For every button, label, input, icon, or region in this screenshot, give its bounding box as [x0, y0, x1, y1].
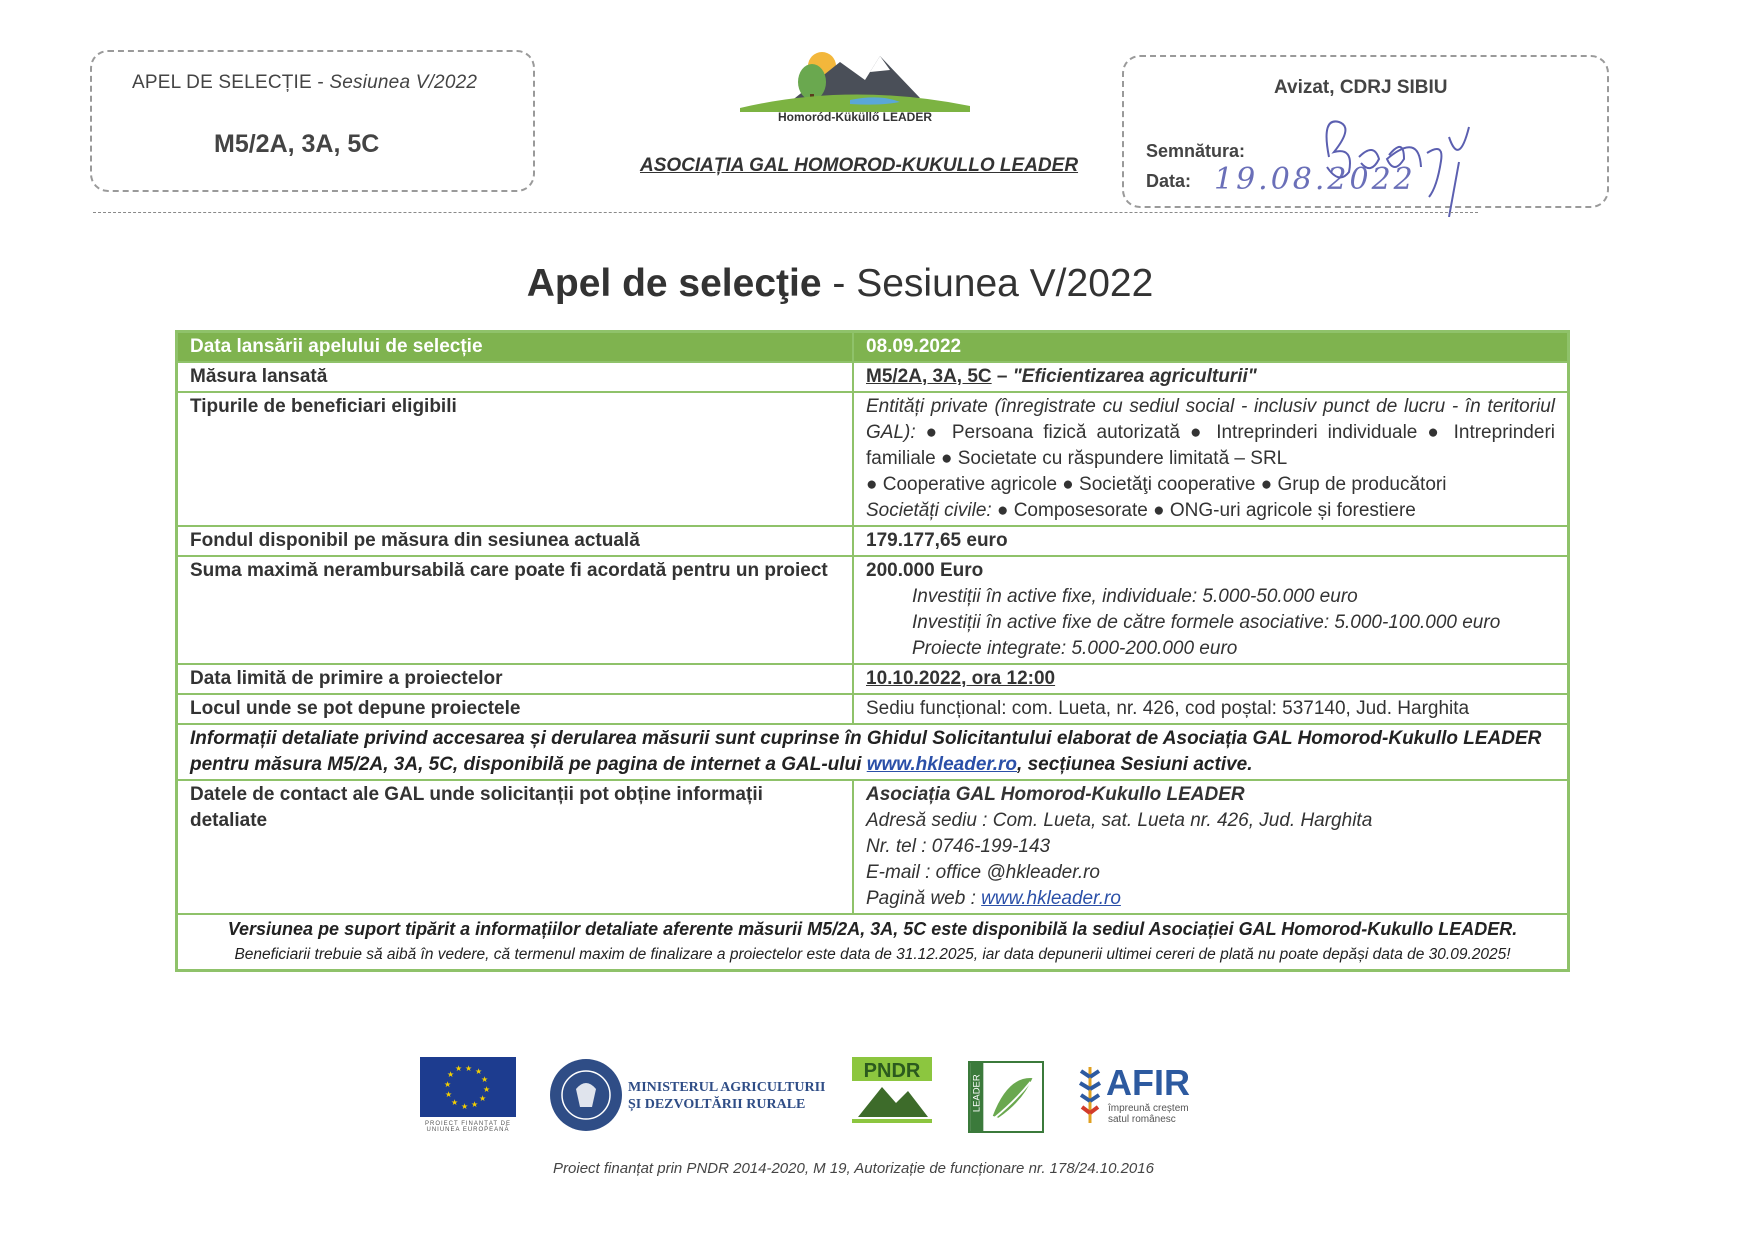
table-row-measure: [177, 362, 1569, 392]
svg-text:★: ★: [471, 1100, 479, 1109]
contact-label: Datele de contact ale GAL unde solicitanții pot obține informații detaliate: [177, 780, 854, 914]
contact-web-label: Pagină web :: [866, 888, 982, 909]
session-label-prefix: APEL DE SELECȚIE -: [132, 72, 330, 93]
handwritten-date: 19.08.2022: [1214, 162, 1416, 197]
pndr-logo-icon: [852, 1057, 932, 1132]
afir-name: AFIR: [1106, 1062, 1190, 1103]
session-box: [90, 50, 535, 192]
printed-version-note: Versiunea pe suport tipărit a informațiilor detaliate aferente măsurii M5/2A, 3A, 5C este disponibilă la sediul Asociației GAL Homorod-Kukullo LEADER.: [227, 919, 1518, 939]
contact-organization: Asociația GAL Homorod-Kukullo LEADER: [866, 784, 1245, 805]
title-session: Sesiunea V/2022: [856, 262, 1154, 305]
association-name: ASOCIAȚIA GAL HOMOROD-KUKULLO LEADER: [640, 155, 1079, 176]
measure-separator: –: [991, 366, 1013, 387]
deadline-label: Data limită de primire a proiectelor: [177, 664, 854, 694]
max-amount: 200.000 Euro: [866, 560, 984, 581]
svg-text:★: ★: [445, 1090, 453, 1099]
svg-text:★: ★: [465, 1064, 473, 1073]
afir-tagline-line2: satul românesc: [1108, 1114, 1176, 1125]
partner-logos: [420, 1057, 1220, 1137]
beneficiaries-civil-items: ● Composesorate ● ONG-uri agricole și forestiere: [991, 500, 1416, 521]
title-bold: Apel de selecţie: [526, 262, 822, 305]
beneficiaries-civil-label: Societăți civile:: [866, 500, 992, 521]
place-label: Locul unde se pot depune proiectele: [177, 694, 854, 724]
svg-text:★: ★: [461, 1102, 469, 1111]
launch-date-label: Data lansării apelului de selecție: [177, 332, 854, 363]
ministry-line1: MINISTERUL AGRICULTURII: [628, 1080, 826, 1095]
title-separator: -: [821, 262, 857, 305]
ministry-name: [628, 1079, 825, 1113]
fund-value: 179.177,65 euro: [853, 526, 1569, 556]
contact-phone: Nr. tel : 0746-199-143: [866, 836, 1051, 857]
afir-wheat-icon: [1075, 1063, 1105, 1125]
table-row-info: [177, 724, 1569, 780]
measure-code: M5/2A, 3A, 5C: [866, 366, 992, 387]
svg-text:★: ★: [447, 1070, 455, 1079]
max-amount-value: [853, 556, 1569, 664]
launch-date-value: 08.09.2022: [853, 332, 1569, 363]
contact-value: [853, 780, 1569, 914]
session-label: [132, 72, 477, 94]
svg-text:★: ★: [479, 1094, 487, 1103]
max-amount-associative: Investiții în active fixe de către formele asociative: 5.000-100.000 euro: [912, 612, 1501, 633]
contact-address: Adresă sediu : Com. Lueta, sat. Lueta nr. 426, Jud. Harghita: [866, 810, 1373, 831]
measure-value: [853, 362, 1569, 392]
beneficiaries-value: [853, 392, 1569, 526]
funding-note: Proiect finanțat prin PNDR 2014-2020, M 19, Autorizație de funcționare nr. 178/24.10.2016: [553, 1160, 1154, 1177]
approval-label: Avizat, CDRJ SIBIU: [1274, 77, 1448, 98]
signature-label: Semnătura:: [1146, 141, 1246, 161]
info-text: [177, 724, 1569, 780]
eu-flag-icon: [420, 1057, 516, 1117]
leader-label: LEADER: [971, 1074, 983, 1113]
header-divider: [93, 212, 1478, 213]
afir-tagline-line1: împreună creștem: [1108, 1103, 1189, 1114]
afir-tagline: [1108, 1103, 1189, 1125]
svg-text:★: ★: [475, 1067, 483, 1076]
approval-box: [1122, 55, 1609, 208]
page-title: [0, 262, 1680, 306]
beneficiaries-label: Tipurile de beneficiari eligibili: [177, 392, 854, 526]
info-text-body: Informații detaliate privind accesarea și derularea măsurii sunt cuprinse în Ghidul Solicitantului elaborat de Asociația GAL Homorod-Kukullo LEADER pentru măsura M5/2A, 3A, 5C, disponibilă pe pagina de internet a GAL-ului: [190, 728, 1542, 775]
deadline-value: 10.10.2022, ora 12:00: [853, 664, 1569, 694]
max-amount-individual: Investiții în active fixe, individuale: 5.000-50.000 euro: [912, 586, 1358, 607]
leader-logo-icon: [968, 1061, 1044, 1133]
table-row-fund: [177, 526, 1569, 556]
table-row-contact: [177, 780, 1569, 914]
svg-text:★: ★: [483, 1085, 491, 1094]
eu-caption: PROIECT FINANȚAT DE UNIUNEA EUROPEANĂ: [424, 1121, 511, 1133]
logo-caption: Homoród-Küküllő LEADER: [778, 110, 932, 124]
mountain-logo-icon: [730, 42, 980, 112]
ministry-line2: ȘI DEZVOLTĂRII RURALE: [628, 1097, 806, 1112]
pndr-label: PNDR: [863, 1060, 921, 1082]
svg-text:★: ★: [455, 1064, 463, 1073]
contact-website-link[interactable]: www.hkleader.ro: [981, 888, 1121, 909]
handwritten-signature-icon: [1309, 97, 1489, 217]
table-row-deadline: [177, 664, 1569, 694]
max-amount-integrated: Proiecte integrate: 5.000-200.000 euro: [912, 638, 1238, 659]
svg-text:★: ★: [451, 1098, 459, 1107]
session-label-session: Sesiunea V/2022: [329, 72, 478, 93]
table-footer: [177, 914, 1569, 971]
table-row-place: [177, 694, 1569, 724]
date-label: Data:: [1146, 171, 1192, 191]
call-details-table: [175, 330, 1570, 972]
fund-label: Fondul disponibil pe măsura din sesiunea actuală: [177, 526, 854, 556]
measure-name: "Eficientizarea agriculturii": [1012, 366, 1257, 387]
contact-email: E-mail : office @hkleader.ro: [866, 862, 1101, 883]
table-row-launch-date: [177, 332, 1569, 363]
svg-text:★: ★: [444, 1080, 452, 1089]
table-row-beneficiaries: [177, 392, 1569, 526]
beneficiaries-cooperatives: ● Cooperative agricole ● Societăţi cooperative ● Grup de producători: [866, 474, 1447, 495]
place-value: Sediu funcțional: com. Lueta, nr. 426, cod poștal: 537140, Jud. Harghita: [853, 694, 1569, 724]
government-seal-icon: [550, 1059, 622, 1131]
measure-code-heading: M5/2A, 3A, 5C: [214, 130, 380, 158]
info-text-tail: , secțiunea Sesiuni active.: [1017, 754, 1253, 775]
table-row-max-amount: [177, 556, 1569, 664]
table-row-footer: [177, 914, 1569, 971]
beneficiaries-intro: Entități private (înregistrate cu sediul social - inclusiv punct de lucru - în teritoriul GAL):: [866, 396, 1555, 443]
measure-label: Măsura lansată: [177, 362, 854, 392]
deadline-warning-note: Beneficiarii trebuie să aibă în vedere, că termenul maxim de finalizare a proiectelor este data de 31.12.2025, iar data depunerii ultimei cereri de plată nu poate depăși data de 30.09.2025!: [234, 946, 1511, 963]
max-amount-label: Suma maximă nerambursabilă care poate fi acordată pentru un proiect: [177, 556, 854, 664]
beneficiaries-items: ● Persoana fizică autorizată ● Intreprinderi individuale ● Intreprinderi familiale ● Societate cu răspundere limitată – SRL: [866, 422, 1555, 469]
info-website-link[interactable]: www.hkleader.ro: [866, 754, 1018, 775]
svg-text:★: ★: [481, 1075, 489, 1084]
